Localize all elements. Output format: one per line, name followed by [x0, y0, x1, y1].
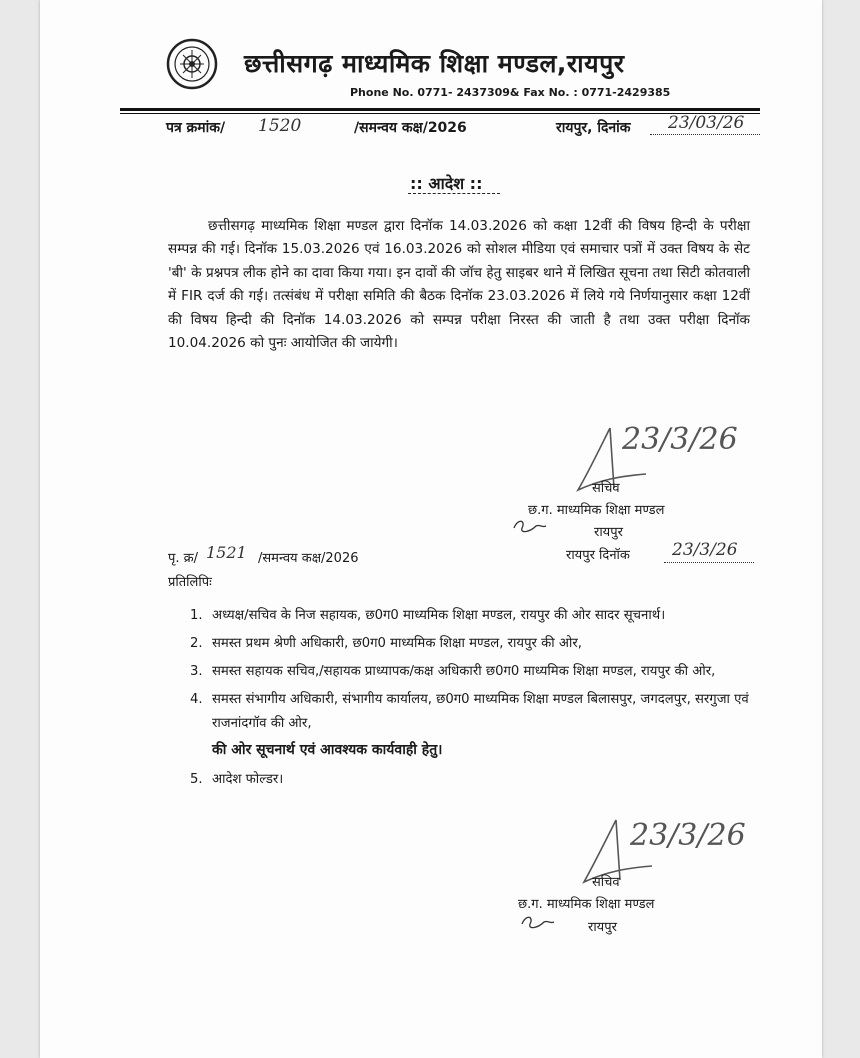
contact-info: Phone No. 0771- 2437309& Fax No. : 0771-2429385: [350, 86, 671, 99]
date-dotted-line: [650, 134, 760, 135]
list-item-text: समस्त प्रथम श्रेणी अधिकारी, छ0ग0 माध्यमिक शिक्षा मण्डल, रायपुर की ओर,: [212, 636, 582, 651]
letter-number-label: पत्र क्रमांक/: [166, 120, 226, 136]
initial-scribble-1: [510, 516, 550, 536]
list-item: [190, 632, 750, 660]
list-item-number: 5.: [190, 772, 203, 787]
board-seal-logo: [166, 38, 218, 90]
signature-1-designation: सचिव: [592, 481, 620, 496]
list-item-bold: [190, 738, 750, 762]
letter-date: 23/03/26: [668, 113, 745, 133]
endorsement-date-label: रायपुर दिनॉक: [566, 548, 630, 563]
list-item-text: की ओर सूचनार्थ एवं आवश्यक कार्यवाही हेतु।: [212, 742, 443, 758]
signature-2-office: छ.ग. माध्यमिक शिक्षा मण्डल: [518, 897, 655, 912]
order-body: छत्तीसगढ़ माध्यमिक शिक्षा मण्डल द्वारा दिनॉक 14.03.2026 को कक्षा 12वीं की विषय हिन्दी के परीक्षा सम्पन्न की गई। दिनॉक 15.03.2026 एवं 16.03.2026 को सोशल मीडिया एवं समाचार पत्रों में उक्त विषय के सेट 'बी' के प्रश्नपत्र लीक होने का दावा किया गया। इन दावों की जॉच हेतु साइबर थाने में लिखित सूचना तथा सिटी कोतवाली में FIR दर्ज की गई। तत्संबंध में परीक्षा समिति की बैठक दिनॉक 23.03.2026 में लिये गये निर्णयानुसार कक्षा 12वीं की विषय हिन्दी की दिनॉक 14.03.2026 को सम्पन्न परीक्षा निरस्त की जाती है तथा उक्त परीक्षा दिनॉक 10.04.2026 को पुनः आयोजित की जायेगी।: [168, 218, 750, 352]
order-title-underline: [408, 193, 500, 194]
list-item-number: 1.: [190, 608, 203, 623]
signature-2-designation: सचिव: [592, 875, 620, 890]
header-rule-thin: [120, 113, 760, 114]
signature-1-city: रायपुर: [594, 525, 623, 540]
signature-1-date: 23/3/26: [622, 422, 738, 457]
order-title: :: आदेश ::: [410, 174, 483, 193]
section-label: /समन्वय कक्ष/2026: [354, 120, 467, 136]
list-item-text: समस्त सहायक सचिव,/सहायक प्राध्यापक/कक्ष अधिकारी छ0ग0 माध्यमिक शिक्षा मण्डल, रायपुर की ओर,: [212, 664, 716, 679]
list-item-text: आदेश फोल्डर।: [212, 772, 284, 787]
list-item-number: 4.: [190, 692, 203, 707]
list-item-number: 3.: [190, 664, 203, 679]
endorsement-label: पृ. क्र/: [168, 551, 199, 566]
signature-1-office: छ.ग. माध्यमिक शिक्षा मण्डल: [528, 503, 665, 518]
signature-2-date: 23/3/26: [630, 818, 746, 853]
letter-number: 1520: [258, 116, 302, 136]
list-item: [190, 768, 750, 792]
endorsement-section: /समन्वय कक्ष/2026: [258, 551, 359, 566]
signature-2-city: रायपुर: [588, 920, 617, 935]
place-date-label: रायपुर, दिनांक: [556, 120, 631, 136]
list-item: [190, 604, 750, 632]
endorsement-date-line: [664, 562, 754, 563]
header-rule: [120, 108, 760, 111]
document-page: [40, 0, 822, 1058]
copy-recipient-list: [190, 604, 750, 792]
list-item-text: अध्यक्ष/सचिव के निज सहायक, छ0ग0 माध्यमिक शिक्षा मण्डल, रायपुर की ओर सादर सूचनार्थ।: [212, 608, 666, 623]
list-item: [190, 688, 750, 736]
list-item: [190, 660, 750, 688]
endorsement-date: 23/3/26: [672, 540, 738, 560]
list-item-number: 2.: [190, 636, 203, 651]
list-item-text: समस्त संभागीय अधिकारी, संभागीय कार्यालय, छ0ग0 माध्यमिक शिक्षा मण्डल बिलासपुर, जगदलपुर, सरगुजा एवं राजनांदगॉव की ओर,: [212, 692, 749, 731]
endorsement-number: 1521: [206, 543, 247, 562]
initial-scribble-2: [518, 912, 558, 932]
copy-label: प्रतिलिपिः: [168, 575, 212, 590]
board-name: छत्तीसगढ़ माध्यमिक शिक्षा मण्डल,रायपुर: [244, 49, 625, 78]
